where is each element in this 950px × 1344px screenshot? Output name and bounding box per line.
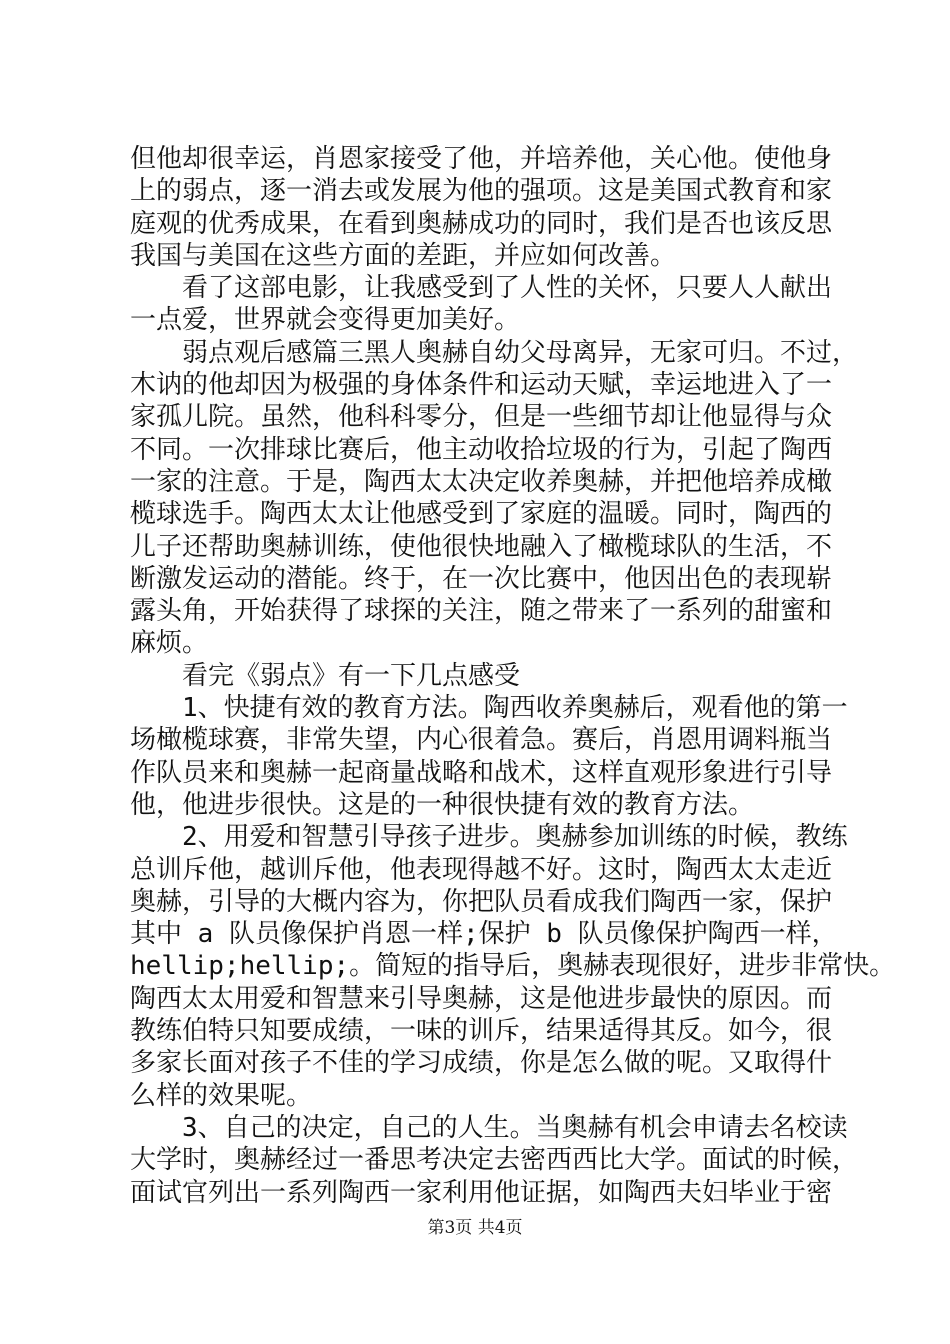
text-line: 一家的注意。于是，陶西太太决定收养奥赫，并把他培养成橄 <box>130 466 833 497</box>
text-line: 木讷的他却因为极强的身体条件和运动天赋，幸运地进入了一 <box>130 370 833 401</box>
document-body <box>130 143 896 1209</box>
text-line: hellip;hellip;。简短的指导后，奥赫表现很好，进步非常快。 <box>130 951 896 982</box>
text-line: 我国与美国在这些方面的差距，并应如何改善。 <box>130 240 677 271</box>
text-line: 作队员来和奥赫一起商量战略和战术，这样直观形象进行引导 <box>130 757 833 788</box>
text-line: 陶西太太用爱和智慧来引导奥赫，这是他进步最快的原因。而 <box>130 983 833 1014</box>
text-line: 1、快捷有效的教育方法。陶西收养奥赫后，观看他的第一 <box>130 693 848 724</box>
text-line: 其中 a 队员像保护肖恩一样;保护 b 队员像保护陶西一样， <box>130 919 838 950</box>
text-line: 露头角，开始获得了球探的关注，随之带来了一系列的甜蜜和 <box>130 596 833 627</box>
text-line: 看了这部电影，让我感受到了人性的关怀，只要人人献出 <box>130 273 833 304</box>
text-line: 总训斥他，越训斥他，他表现得越不好。这时，陶西太太走近 <box>130 854 833 885</box>
text-line: 看完《弱点》有一下几点感受 <box>130 660 521 691</box>
text-line: 儿子还帮助奥赫训练，使他很快地融入了橄榄球队的生活，不 <box>130 531 833 562</box>
text-line: 榄球选手。陶西太太让他感受到了家庭的温暖。同时，陶西的 <box>130 499 833 530</box>
text-line: 一点爱，世界就会变得更加美好。 <box>130 305 521 336</box>
text-line: 断激发运动的潜能。终于，在一次比赛中，他因出色的表现崭 <box>130 563 833 594</box>
text-line: 么样的效果呢。 <box>130 1080 313 1111</box>
text-line: 他，他进步很快。这是的一种很快捷有效的教育方法。 <box>130 789 755 820</box>
text-line: 庭观的优秀成果，在看到奥赫成功的同时，我们是否也该反思 <box>130 208 833 239</box>
text-line: 家孤儿院。虽然，他科科零分，但是一些细节却让他显得与众 <box>130 402 833 433</box>
text-line: 麻烦。 <box>130 628 209 659</box>
text-line: 面试官列出一系列陶西一家利用他证据，如陶西夫妇毕业于密 <box>130 1177 833 1208</box>
text-line: 弱点观后感篇三黑人奥赫自幼父母离异，无家可归。不过， <box>130 337 859 368</box>
text-line: 上的弱点，逐一消去或发展为他的强项。这是美国式教育和家 <box>130 176 833 207</box>
page-footer: 第3页 共4页 <box>427 1218 523 1238</box>
text-line: 教练伯特只知要成绩，一味的训斥，结果适得其反。如今，很 <box>130 1016 833 1047</box>
text-line: 3、自己的决定，自己的人生。当奥赫有机会申请去名校读 <box>130 1112 848 1143</box>
text-line: 2、用爱和智慧引导孩子进步。奥赫参加训练的时候，教练 <box>130 822 848 853</box>
text-line: 多家长面对孩子不佳的学习成绩，你是怎么做的呢。又取得什 <box>130 1048 833 1079</box>
text-line: 不同。一次排球比赛后，他主动收拾垃圾的行为，引起了陶西 <box>130 434 833 465</box>
text-line: 场橄榄球赛，非常失望，内心很着急。赛后，肖恩用调料瓶当 <box>130 725 833 756</box>
text-line: 大学时，奥赫经过一番思考决定去密西西比大学。面试的时候， <box>130 1145 859 1176</box>
text-line: 但他却很幸运，肖恩家接受了他，并培养他，关心他。使他身 <box>130 144 833 174</box>
text-line: 奥赫，引导的大概内容为，你把队员看成我们陶西一家，保护 <box>130 886 833 917</box>
